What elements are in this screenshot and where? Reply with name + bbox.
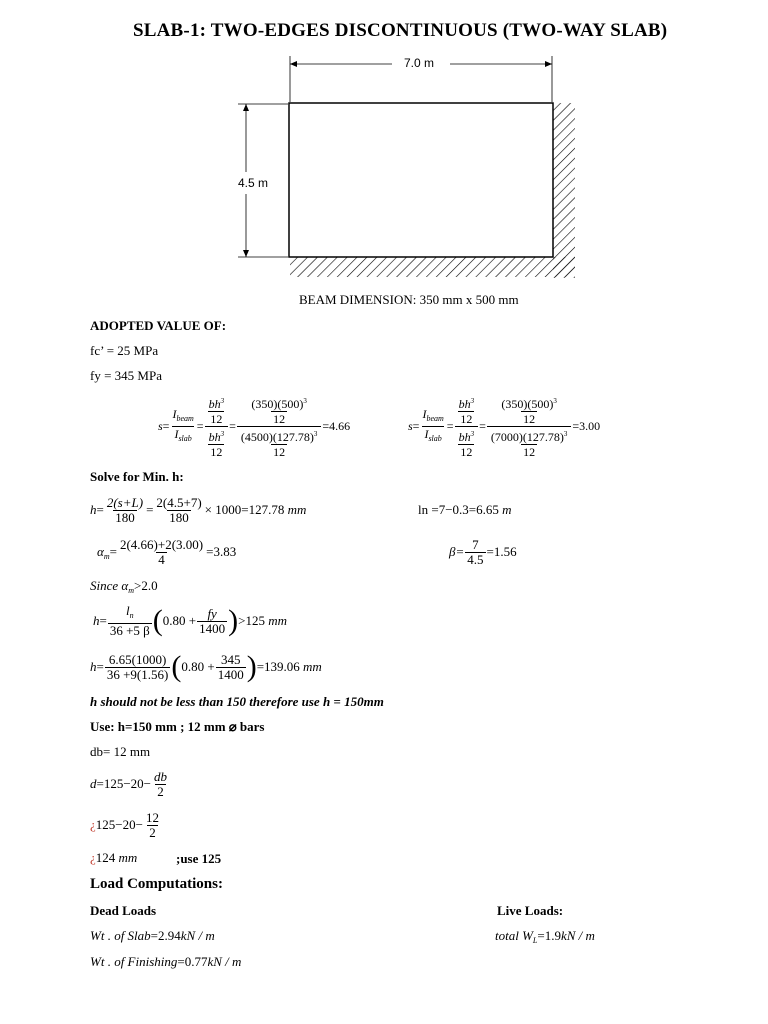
h-equation-2: h = $\frac{l_n}{36 +5 \beta}$ ( 0.80 + $\frac{fy}{1400}$ ) >125 mm — [93, 603, 288, 638]
dead-loads-heading: Dead Loads — [90, 903, 157, 918]
wt-finishing: Wt . of Finishing=0.77kN / m — [90, 954, 242, 969]
stiffness-eq-1: s = $\frac{I_{beam}}{I_{slab}}$ = $\frac{\frac{bh^3}{12}}{\frac{bh^3}{12}}$ = $\frac{\frac{(350)(500)^3}{12}}{\frac{(4500)(127.78)^3}{12}}$ =4.66 — [158, 396, 351, 459]
db-value: db= 12 mm — [90, 744, 151, 759]
live-loads-heading: Live Loads: — [497, 903, 564, 918]
page-title: SLAB-1: TWO-EDGES DISCONTINUOUS (TWO-WAY SLAB) — [133, 20, 668, 41]
d-equation-2: ¿ 125−20− $\frac{12}{2}$ — [90, 809, 159, 840]
since-alpha: Since $\alpha_m>2.0$ — [90, 578, 158, 595]
use-125: ;use 125 — [176, 851, 222, 866]
h-equation-3: h = $\frac{6.65(1000)}{36 +9(1.56)}$ ( 0.80 + $\frac{345}{1400}$ ) =139.06 mm — [90, 650, 322, 683]
use-bars: Use: h=150 mm ; 12 mm ⌀ bars — [90, 719, 265, 734]
h-equation-1: h = $\frac{2(s+L)}{180}$ = $\frac{2(4.5+7)}{180}$ × 1000=127.78 mm — [90, 494, 307, 525]
slab-diagram — [0, 0, 768, 320]
d-equation-3: ¿124 mm — [90, 850, 138, 865]
fy-value: fy = 345 MPa — [90, 368, 162, 383]
bottom-support-hatch — [290, 257, 575, 277]
beam-dimension-caption: BEAM DIMENSION: 350 mm x 500 mm — [299, 292, 519, 307]
slab-rectangle — [289, 103, 553, 257]
ln-equation: ln =7−0.3=6.65 m — [418, 502, 512, 517]
right-support-hatch — [553, 103, 575, 278]
minh-heading: Solve for Min. h: — [90, 469, 184, 484]
dimension-height-label: 4.5 m — [238, 176, 269, 190]
alpha-equation: $\alpha_m$ = $\frac{2(4.66)+2(3.00)}{4}$ =3.83 — [97, 536, 237, 567]
dimension-width-label: 7.0 m — [404, 56, 435, 70]
beta-equation: β= $\frac{7}{4.5}$ =1.56 — [449, 536, 517, 567]
stiffness-eq-2: s = $\frac{I_{beam}}{I_{slab}}$ = $\frac{\frac{bh^3}{12}}{\frac{bh^3}{12}}$ = $\frac{\frac{(350)(500)^3}{12}}{\frac{(7000)(127.78)^3}{12}}$ =3.00 — [408, 396, 601, 459]
h-note: h should not be less than 150 therefore use h = 150mm — [90, 694, 384, 709]
load-heading: Load Computations: — [90, 876, 223, 892]
wt-slab: Wt . of Slab=2.94kN / m — [90, 928, 215, 943]
total-live-load: total $W_L=1.9kN / m$ — [495, 928, 595, 945]
adopted-heading: ADOPTED VALUE OF: — [90, 318, 227, 333]
fc-value: fc’ = 25 MPa — [90, 343, 159, 358]
d-equation-1: d =125−20− $\frac{db}{2}$ — [90, 768, 167, 799]
